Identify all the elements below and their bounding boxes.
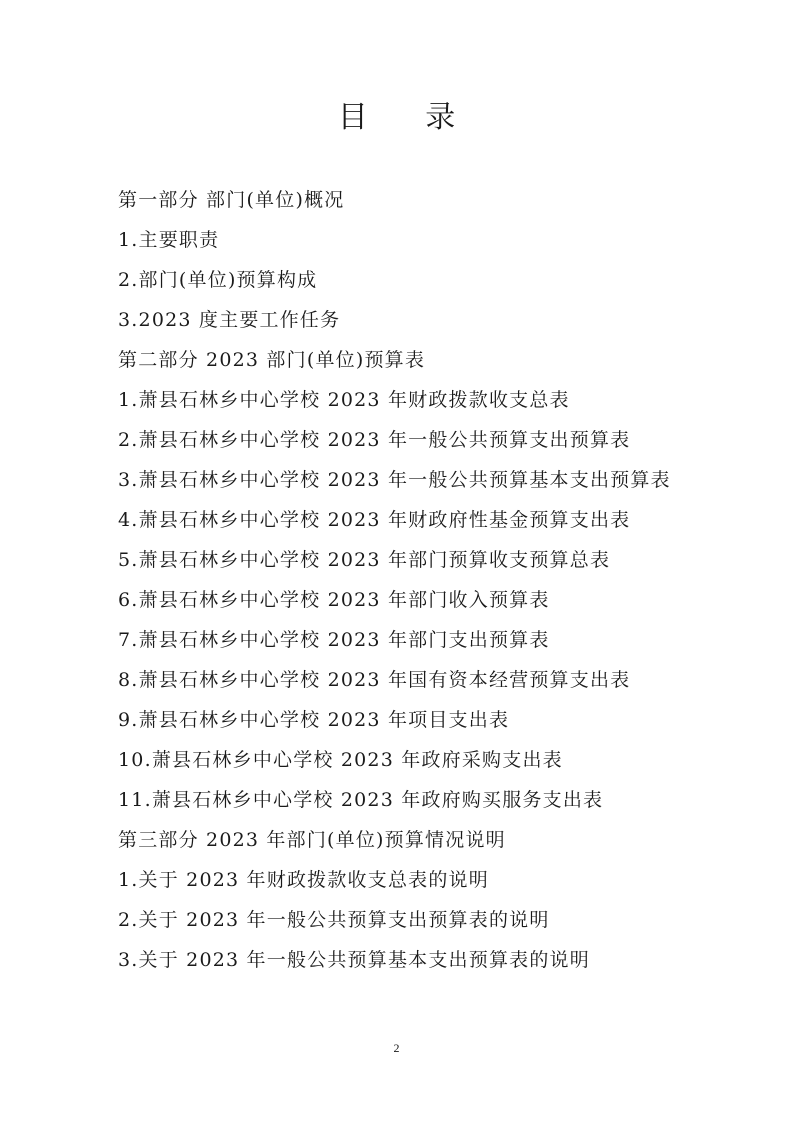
toc-item: 10.萧县石林乡中心学校 2023 年政府采购支出表 (118, 749, 563, 771)
toc-item: 3.2023 度主要工作任务 (118, 309, 341, 331)
page-title: 目 录 (337, 100, 480, 135)
table-of-contents (118, 180, 698, 980)
toc-item: 2.萧县石林乡中心学校 2023 年一般公共预算支出预算表 (118, 429, 631, 451)
page-number: 2 (393, 1041, 400, 1055)
toc-item: 9.萧县石林乡中心学校 2023 年项目支出表 (118, 709, 510, 731)
toc-item: 5.萧县石林乡中心学校 2023 年部门预算收支预算总表 (118, 549, 611, 571)
toc-item: 3.萧县石林乡中心学校 2023 年一般公共预算基本支出预算表 (118, 469, 671, 491)
toc-item: 11.萧县石林乡中心学校 2023 年政府购买服务支出表 (118, 789, 604, 811)
toc-part-3-heading: 第三部分 2023 年部门(单位)预算情况说明 (118, 829, 506, 851)
toc-item: 3.关于 2023 年一般公共预算基本支出预算表的说明 (118, 949, 590, 971)
toc-item: 2.部门(单位)预算构成 (118, 269, 318, 291)
toc-item: 4.萧县石林乡中心学校 2023 年财政府性基金预算支出表 (118, 509, 631, 531)
toc-part-2-heading: 第二部分 2023 部门(单位)预算表 (118, 349, 426, 371)
toc-item: 6.萧县石林乡中心学校 2023 年部门收入预算表 (118, 589, 550, 611)
toc-item: 1.关于 2023 年财政拨款收支总表的说明 (118, 869, 489, 891)
toc-item: 1.萧县石林乡中心学校 2023 年财政拨款收支总表 (118, 389, 570, 411)
toc-item: 8.萧县石林乡中心学校 2023 年国有资本经营预算支出表 (118, 669, 631, 691)
toc-item: 1.主要职责 (118, 229, 220, 251)
toc-item: 7.萧县石林乡中心学校 2023 年部门支出预算表 (118, 629, 550, 651)
toc-item: 2.关于 2023 年一般公共预算支出预算表的说明 (118, 909, 550, 931)
toc-part-1-heading: 第一部分 部门(单位)概况 (118, 189, 345, 211)
